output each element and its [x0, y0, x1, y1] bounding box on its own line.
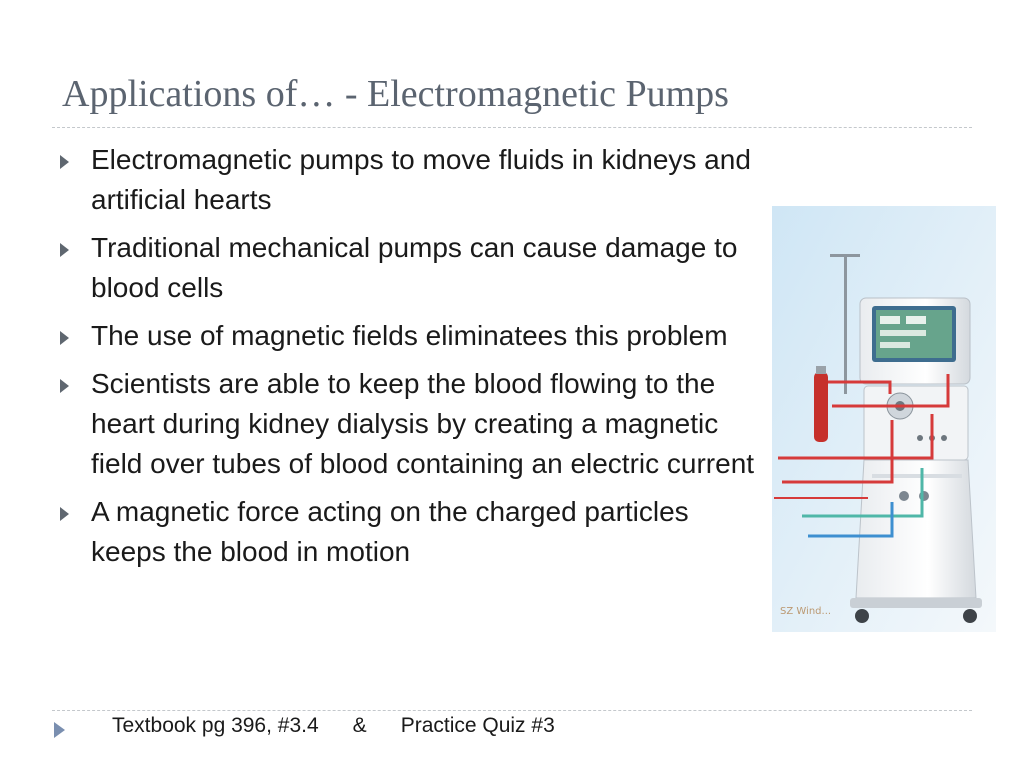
bullet-item [60, 316, 770, 356]
bullet-text: The use of magnetic fields eliminatees this problem [91, 320, 728, 351]
bullet-item [60, 140, 770, 220]
image-watermark: SZ Wind... [780, 606, 832, 617]
bullet-arrow-icon [60, 155, 69, 169]
footer-quiz: Practice Quiz #3 [400, 714, 555, 737]
bullet-item [60, 492, 770, 572]
bullet-arrow-icon [60, 379, 69, 393]
bullet-text: Scientists are able to keep the blood flowing to the heart during kidney dialysis by creating a magnetic field over tubes of blood containing an electric current [91, 368, 755, 479]
bullet-item [60, 364, 770, 484]
footer-arrow-icon [54, 722, 65, 738]
bullet-text: Electromagnetic pumps to move fluids in kidneys and artificial hearts [91, 144, 751, 215]
bullet-arrow-icon [60, 507, 69, 521]
bullet-text: A magnetic force acting on the charged particles keeps the blood in motion [91, 496, 689, 567]
bullet-list [60, 140, 770, 580]
slide-title: Applications of… - Electromagnetic Pumps [62, 73, 729, 115]
footer-divider [52, 710, 972, 711]
footer-ampersand: & [352, 714, 367, 737]
bullet-text: Traditional mechanical pumps can cause damage to blood cells [91, 232, 738, 303]
bullet-arrow-icon [60, 243, 69, 257]
footer-textbook: Textbook pg 396, #3.4 [112, 714, 319, 737]
bullet-item [60, 228, 770, 308]
dialysis-machine-image [772, 206, 996, 632]
title-divider [52, 127, 972, 128]
footer [112, 714, 555, 738]
bullet-arrow-icon [60, 331, 69, 345]
